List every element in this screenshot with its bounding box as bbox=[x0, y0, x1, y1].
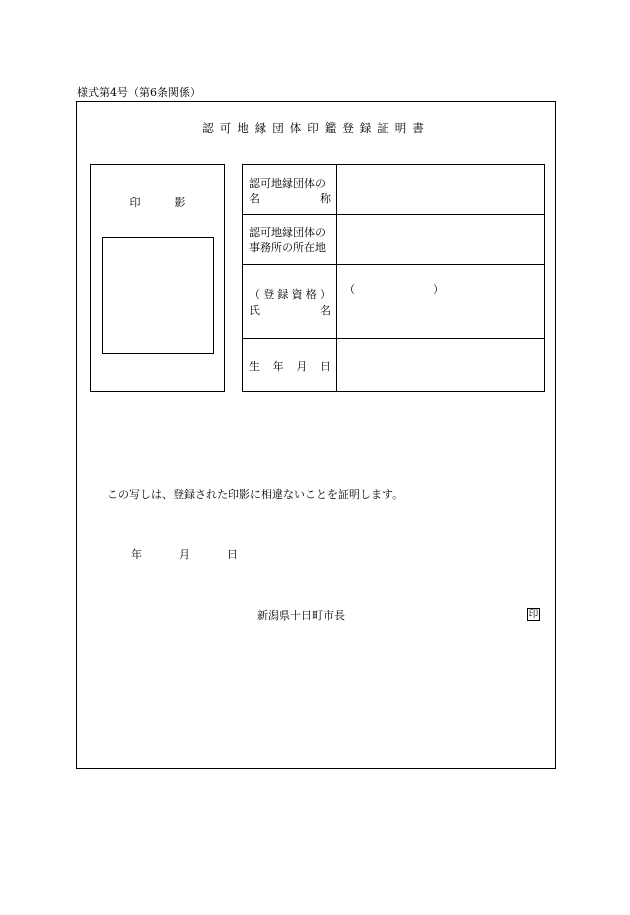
form-number: 様式第4号（第6条関係） bbox=[77, 86, 201, 99]
label-char: 年 bbox=[272, 360, 284, 373]
label-line-spread bbox=[249, 302, 331, 318]
qualification-paren-open: （ bbox=[344, 283, 355, 296]
label-char: 名 bbox=[249, 192, 260, 205]
label-char: 登 bbox=[263, 288, 275, 301]
label-line-spread bbox=[249, 358, 331, 374]
label-char: 称 bbox=[320, 192, 331, 205]
table-row-name bbox=[243, 165, 544, 215]
label-char: （ bbox=[249, 288, 260, 301]
label-line: 認可地縁団体の bbox=[249, 226, 326, 239]
table-row-representative bbox=[243, 264, 544, 339]
label-char: 名 bbox=[320, 304, 331, 317]
info-table bbox=[242, 164, 545, 392]
table-row-birthdate bbox=[243, 338, 544, 391]
label-line: 事務所の所在地 bbox=[249, 241, 326, 254]
qualification-paren-close: ） bbox=[433, 283, 444, 296]
label-char: 日 bbox=[319, 360, 331, 373]
label-line-spread bbox=[249, 286, 331, 302]
label-char: 録 bbox=[277, 288, 289, 301]
seal-impression-area bbox=[102, 237, 214, 354]
label-char: 月 bbox=[296, 360, 308, 373]
representative-value bbox=[337, 264, 544, 338]
document-title: 認可地縁団体印鑑登録証明書 bbox=[202, 121, 430, 135]
name-value bbox=[337, 165, 544, 214]
year-label: 年 bbox=[131, 548, 142, 561]
seal-impression-box bbox=[90, 164, 225, 392]
label-char: 生 bbox=[249, 360, 260, 373]
label-char: 資 bbox=[291, 288, 303, 301]
label-char: ） bbox=[319, 288, 331, 301]
seal-impression-label: 印影 bbox=[129, 196, 220, 209]
certificate-frame bbox=[76, 101, 556, 769]
label-char: 格 bbox=[305, 288, 317, 301]
table-row-address bbox=[243, 214, 544, 265]
signer-title: 新潟県十日町市長 bbox=[257, 609, 345, 622]
day-label: 日 bbox=[227, 548, 238, 561]
month-label: 月 bbox=[179, 548, 190, 561]
certification-statement: この写しは、登録された印影に相違ないことを証明します。 bbox=[107, 488, 404, 501]
official-seal-mark: 印 bbox=[528, 609, 539, 620]
row-label bbox=[243, 214, 337, 264]
label-line: 認可地縁団体の bbox=[249, 177, 326, 190]
label-line-spread bbox=[249, 190, 331, 206]
address-value bbox=[337, 214, 544, 264]
birthdate-value bbox=[337, 338, 544, 391]
row-label bbox=[243, 338, 337, 391]
row-label bbox=[243, 165, 337, 214]
row-label bbox=[243, 264, 337, 338]
label-char: 氏 bbox=[249, 304, 260, 317]
